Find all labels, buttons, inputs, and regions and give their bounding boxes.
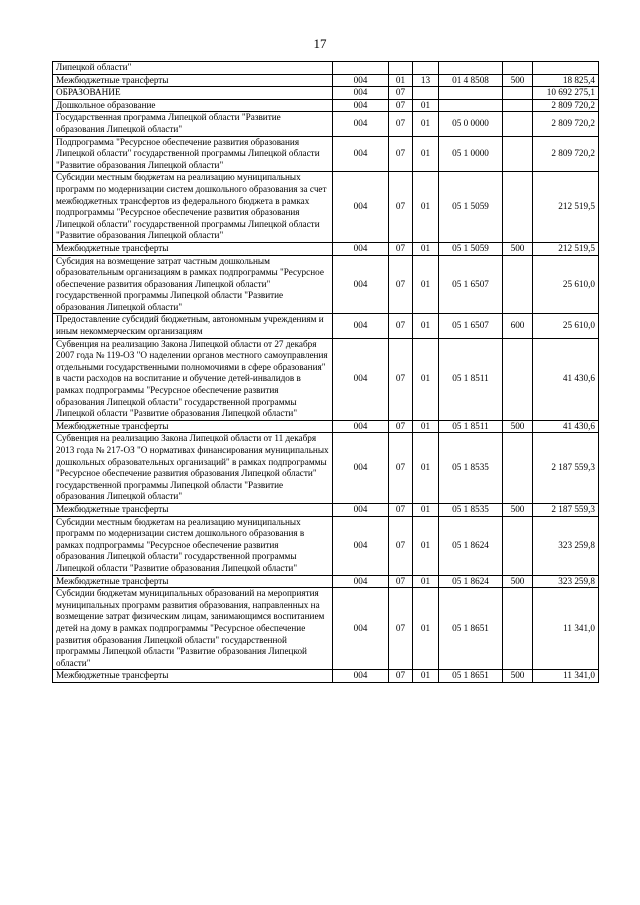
table-row [53,433,599,504]
table-row [53,242,599,255]
razdel-code: 07 [389,575,413,588]
csr-code: 05 1 6507 [439,255,503,314]
glava-code: 004 [333,99,389,112]
table-row [53,314,599,338]
row-name: Субсидии местным бюджетам на реализацию муниципальных программ по модернизации систем дошкольного образования в рамках подпрограммы "Ресурсное обеспечение развития образования Липецкой области" государственной программы Липецкой области "Развитие образования Липецкой области" [53,516,333,575]
table-row [53,74,599,87]
vr-code [503,62,533,75]
podrazdel-code: 01 [413,136,439,172]
row-name: Субсидии бюджетам муниципальных образований на мероприятия муниципальных программ развития образования, направленных на возмещение затрат физическим лицам, занимающимся воспитанием детей на дому в рамках подпрограммы "Ресурсное обеспечение развития образования Липецкой области" государственной программы Липецкой области "Развитие образования Липецкой области" [53,588,333,670]
row-name: Подпрограмма "Ресурсное обеспечение развития образования Липецкой области" государственной программы Липецкой области "Развитие образования Липецкой области" [53,136,333,172]
sum-value: 11 341,0 [533,670,599,683]
row-name: Межбюджетные трансферты [53,670,333,683]
sum-value: 11 341,0 [533,588,599,670]
table-row [53,420,599,433]
razdel-code: 07 [389,516,413,575]
vr-code: 500 [503,74,533,87]
sum-value: 41 430,6 [533,420,599,433]
podrazdel-code: 01 [413,99,439,112]
razdel-code: 07 [389,670,413,683]
row-name: ОБРАЗОВАНИЕ [53,87,333,100]
csr-code: 05 1 6507 [439,314,503,338]
row-name: Государственная программа Липецкой области "Развитие образования Липецкой области" [53,112,333,136]
vr-code: 500 [503,503,533,516]
glava-code: 004 [333,172,389,243]
table-row [53,87,599,100]
row-name: Субвенция на реализацию Закона Липецкой области от 27 декабря 2007 года № 119-ОЗ "О наделении органов местного самоуправления отдельными государственными полномочиями в сфере образования" в части расходов на воспитание и обучение детей-инвалидов в рамках подпрограммы "Ресурсное обеспечение развития образования Липецкой области" государственной программы Липецкой области "Развитие образования Липецкой области" [53,338,333,420]
row-name: Субсидия на возмещение затрат частным дошкольным образовательным организациям в рамках подпрограммы "Ресурсное обеспечение развития образования Липецкой области" государственной программы Липецкой области "Развитие образования Липецкой области" [53,255,333,314]
vr-code [503,588,533,670]
sum-value: 212 519,5 [533,172,599,243]
podrazdel-code [413,87,439,100]
csr-code [439,62,503,75]
glava-code: 004 [333,255,389,314]
razdel-code: 07 [389,242,413,255]
glava-code: 004 [333,670,389,683]
sum-value: 41 430,6 [533,338,599,420]
row-name: Липецкой области" [53,62,333,75]
razdel-code [389,62,413,75]
podrazdel-code: 01 [413,314,439,338]
vr-code [503,433,533,504]
razdel-code: 07 [389,255,413,314]
row-name: Субсидии местным бюджетам на реализацию муниципальных программ по модернизации систем дошкольного образования за счет межбюджетных трансфертов из федерального бюджета в рамках подпрограммы "Ресурсное обеспечение развития образования Липецкой области" государственной программы Липецкой области "Развитие образования Липецкой области" [53,172,333,243]
razdel-code: 07 [389,420,413,433]
vr-code: 500 [503,420,533,433]
razdel-code: 07 [389,433,413,504]
razdel-code: 07 [389,314,413,338]
glava-code: 004 [333,575,389,588]
glava-code: 004 [333,87,389,100]
glava-code: 004 [333,420,389,433]
csr-code: 05 1 8535 [439,503,503,516]
csr-code: 05 1 8651 [439,588,503,670]
razdel-code: 07 [389,503,413,516]
vr-code [503,338,533,420]
podrazdel-code: 01 [413,575,439,588]
vr-code [503,516,533,575]
table-row [53,588,599,670]
razdel-code: 07 [389,338,413,420]
page-number: 17 [313,36,327,51]
budget-table [52,61,599,683]
vr-code [503,99,533,112]
podrazdel-code: 01 [413,420,439,433]
row-name: Межбюджетные трансферты [53,503,333,516]
glava-code: 004 [333,314,389,338]
podrazdel-code: 01 [413,112,439,136]
podrazdel-code [413,62,439,75]
row-name: Дошкольное образование [53,99,333,112]
csr-code: 05 1 8624 [439,575,503,588]
csr-code: 01 4 8508 [439,74,503,87]
row-name: Предоставление субсидий бюджетным, автономным учреждениям и иным некоммерческим организациям [53,314,333,338]
podrazdel-code: 01 [413,338,439,420]
sum-value: 25 610,0 [533,255,599,314]
table-row [53,99,599,112]
sum-value: 323 259,8 [533,516,599,575]
vr-code: 600 [503,314,533,338]
sum-value: 2 809 720,2 [533,136,599,172]
sum-value: 2 187 559,3 [533,433,599,504]
csr-code [439,87,503,100]
table-row [53,516,599,575]
razdel-code: 07 [389,172,413,243]
sum-value: 2 809 720,2 [533,112,599,136]
podrazdel-code: 01 [413,172,439,243]
table-row [53,136,599,172]
razdel-code: 07 [389,588,413,670]
podrazdel-code: 01 [413,242,439,255]
row-name: Межбюджетные трансферты [53,575,333,588]
table-row [53,670,599,683]
csr-code: 05 1 8624 [439,516,503,575]
razdel-code: 07 [389,87,413,100]
sum-value: 18 825,4 [533,74,599,87]
glava-code: 004 [333,74,389,87]
row-name: Межбюджетные трансферты [53,74,333,87]
razdel-code: 01 [389,74,413,87]
csr-code: 05 1 5059 [439,242,503,255]
glava-code: 004 [333,112,389,136]
podrazdel-code: 01 [413,588,439,670]
podrazdel-code: 13 [413,74,439,87]
csr-code: 05 1 8511 [439,338,503,420]
glava-code: 004 [333,136,389,172]
row-name: Субвенция на реализацию Закона Липецкой области от 11 декабря 2013 года № 217-ОЗ "О нормативах финансирования муниципальных дошкольных образовательных организаций" в рамках подпрограммы "Ресурсное обеспечение развития образования Липецкой области" государственной программы Липецкой области "Развитие образования Липецкой области" [53,433,333,504]
sum-value [533,62,599,75]
vr-code [503,112,533,136]
vr-code [503,172,533,243]
glava-code: 004 [333,516,389,575]
budget-table-body [53,62,599,683]
glava-code: 004 [333,433,389,504]
sum-value: 212 519,5 [533,242,599,255]
razdel-code: 07 [389,112,413,136]
glava-code: 004 [333,242,389,255]
table-row [53,338,599,420]
table-row [53,62,599,75]
table-row [53,255,599,314]
razdel-code: 07 [389,136,413,172]
csr-code: 05 1 0000 [439,136,503,172]
vr-code: 500 [503,670,533,683]
row-name: Межбюджетные трансферты [53,242,333,255]
vr-code: 500 [503,575,533,588]
podrazdel-code: 01 [413,503,439,516]
glava-code: 004 [333,338,389,420]
razdel-code: 07 [389,99,413,112]
csr-code: 05 1 8511 [439,420,503,433]
row-name: Межбюджетные трансферты [53,420,333,433]
sum-value: 25 610,0 [533,314,599,338]
podrazdel-code: 01 [413,516,439,575]
vr-code [503,87,533,100]
table-row [53,112,599,136]
csr-code [439,99,503,112]
podrazdel-code: 01 [413,670,439,683]
sum-value: 10 692 275,1 [533,87,599,100]
table-row [53,503,599,516]
sum-value: 323 259,8 [533,575,599,588]
podrazdel-code: 01 [413,433,439,504]
vr-code: 500 [503,242,533,255]
csr-code: 05 1 8651 [439,670,503,683]
sum-value: 2 187 559,3 [533,503,599,516]
vr-code [503,255,533,314]
sum-value: 2 809 720,2 [533,99,599,112]
csr-code: 05 1 8535 [439,433,503,504]
glava-code: 004 [333,503,389,516]
csr-code: 05 1 5059 [439,172,503,243]
csr-code: 05 0 0000 [439,112,503,136]
table-row [53,575,599,588]
glava-code: 004 [333,588,389,670]
table-row [53,172,599,243]
podrazdel-code: 01 [413,255,439,314]
glava-code [333,62,389,75]
vr-code [503,136,533,172]
